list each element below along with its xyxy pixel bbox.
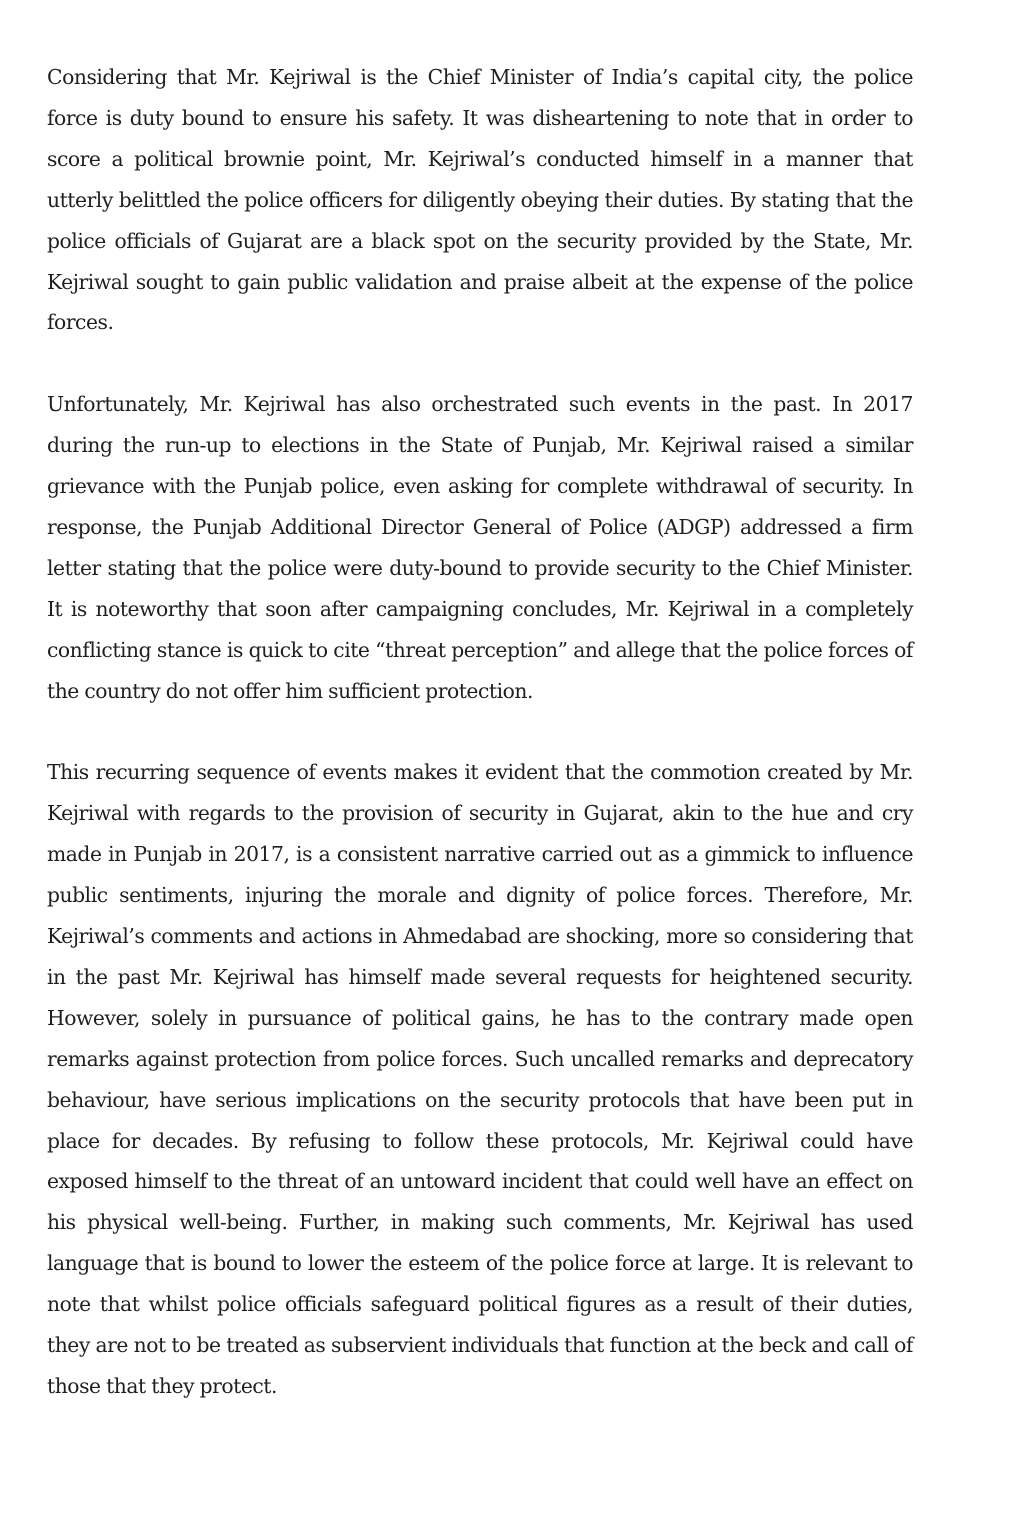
paragraph-3: This recurring sequence of events makes it evident that the commotion created by Mr. Kejriwal with regards to the provision of security in Gujarat, akin to the hue and cry made in Punjab in 2017, is a consistent narrative carried out as a gimmick to influence public sentiments, injuring the morale and dignity of police forces. Therefore, Mr. Kejriwal’s comments and actions in Ahmedabad are shocking, more so considering that in the past Mr. Kejriwal has himself made several requests for heightened security. However, solely in pursuance of political gains, he has to the contrary made open remarks against protection from police forces. Such uncalled remarks and deprecatory behaviour, have serious implications on the security protocols that have been put in place for decades. By refusing to follow these protocols, Mr. Kejriwal could have exposed himself to the threat of an untoward incident that could well have an effect on his physical well-being. Further, in making such comments, Mr. Kejriwal has used language that is bound to lower the esteem of the police force at large. It is relevant to note that whilst police officials safeguard political figures as a result of their duties, they are not to be treated as subservient individuals that function at the beck and call of those that they protect.: [47, 760, 913, 1398]
paragraph-1: Considering that Mr. Kejriwal is the Chief Minister of India’s capital city, the police force is duty bound to ensure his safety. It was disheartening to note that in order to score a political brownie point, Mr. Kejriwal’s conducted himself in a manner that utterly belittled the police officers for diligently obeying their duties. By stating that the police officials of Gujarat are a black spot on the security provided by the State, Mr. Kejriwal sought to gain public validation and praise albeit at the expense of the police forces.: [47, 65, 913, 335]
paragraph-2: Unfortunately, Mr. Kejriwal has also orchestrated such events in the past. In 2017 during the run-up to elections in the State of Punjab, Mr. Kejriwal raised a similar grievance with the Punjab police, even asking for complete withdrawal of security. In response, the Punjab Additional Director General of Police (ADGP) addressed a firm letter stating that the police were duty-bound to provide security to the Chief Minister. It is noteworthy that soon after campaigning concludes, Mr. Kejriwal in a completely conflicting stance is quick to cite “threat perception” and allege that the police forces of the country do not offer him sufficient protection.: [47, 392, 913, 703]
document-body: [47, 57, 913, 1407]
